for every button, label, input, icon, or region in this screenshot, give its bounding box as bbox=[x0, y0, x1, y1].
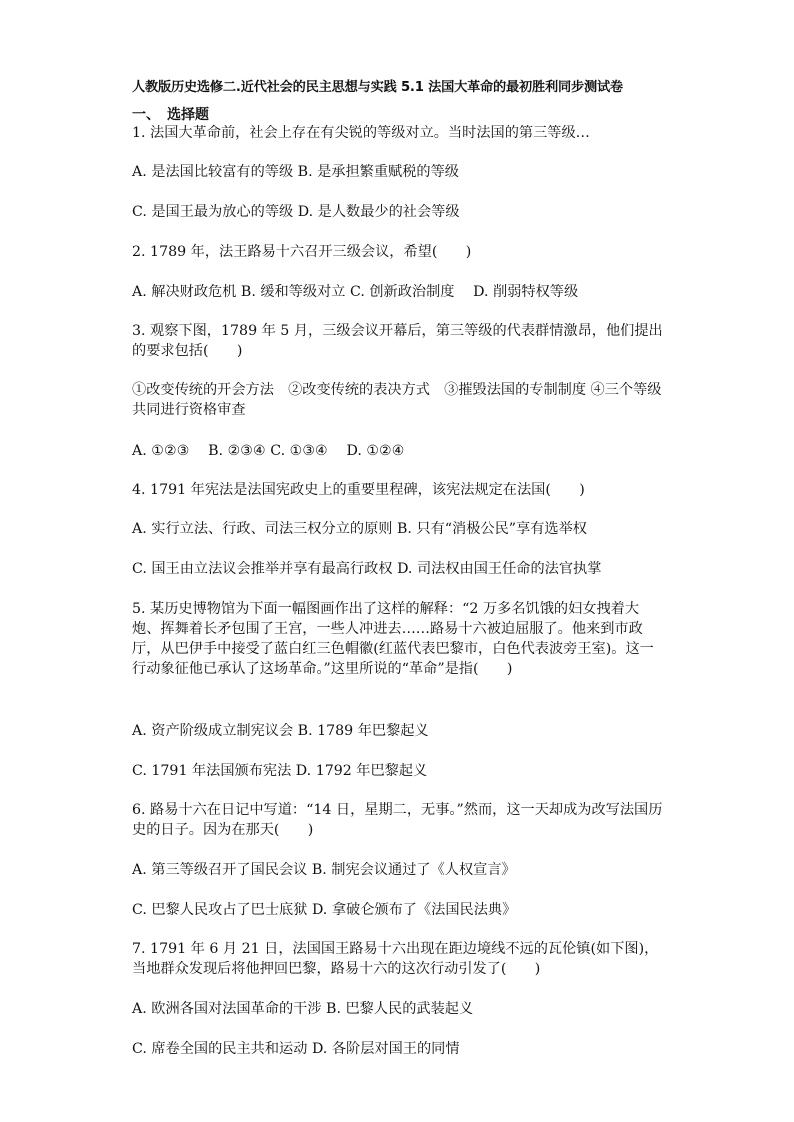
question-2-stem: 2. 1789 年，法王路易十六召开三级会议，希望( ) bbox=[132, 244, 472, 260]
question-5-stem: 5. 某历史博物馆为下面一幅图画作出了这样的解释：“2 万多名饥饿的妇女拽着大炮、挥舞着长矛包围了王宫，一些人冲进去……路易十六被迫屈服了。他来到市政厅，从巴伊手中接受了蓝白红三色帽徽(红蓝代表巴黎市，白色代表波旁王室)。这一行动象征他已承认了这场革命。”这里所说的“革命”是指( ) bbox=[132, 601, 654, 677]
question-4-options-cd: C. 国王由立法议会推举并享有最高行政权 D. 司法权由国王任命的法官执掌 bbox=[132, 561, 602, 577]
question-3-stem: 3. 观察下图，1789 年 5 月，三级会议开幕后，第三等级的代表群情激昂，他们提出的要求包括( ) bbox=[132, 323, 663, 359]
question-7-options-ab: A. 欧洲各国对法国革命的干涉 B. 巴黎人民的武装起义 bbox=[132, 1001, 474, 1017]
question-7-options-cd: C. 席卷全国的民主共和运动 D. 各阶层对国王的同情 bbox=[132, 1041, 460, 1057]
question-1-options-cd: C. 是国王最为放心的等级 D. 是人数最少的社会等级 bbox=[132, 204, 460, 220]
question-1-options-ab: A. 是法国比较富有的等级 B. 是承担繁重赋税的等级 bbox=[132, 164, 459, 180]
question-4-stem: 4. 1791 年宪法是法国宪政史上的重要里程碑，该宪法规定在法国( ) bbox=[132, 482, 585, 498]
question-7-stem: 7. 1791 年 6 月 21 日，法国国王路易十六出现在距边境线不远的瓦伦镇(如下图)，当地群众发现后将他押回巴黎，路易十六的这次行动引发了( ) bbox=[132, 941, 659, 977]
question-4-options-ab: A. 实行立法、行政、司法三权分立的原则 B. 只有“消极公民”享有选举权 bbox=[132, 521, 587, 537]
question-3-options: A. ①②③ B. ②③④ C. ①③④ D. ①②④ bbox=[132, 443, 405, 459]
question-1-stem: 1. 法国大革命前，社会上存在有尖锐的等级对立。当时法国的第三等级… bbox=[132, 125, 590, 141]
question-3-items: ①改变传统的开会方法 ②改变传统的表决方式 ③摧毁法国的专制制度 ④三个等级共同进行资格审查 bbox=[132, 382, 662, 418]
question-6-stem: 6. 路易十六在日记中写道：“14 日，星期二，无事。”然而，这一天却成为改写法国历史的日子。因为在那天( ) bbox=[132, 802, 663, 838]
document-title: 人教版历史选修二.近代社会的民主思想与实践 5.1 法国大革命的最初胜利同步测试卷 bbox=[132, 80, 623, 95]
section-heading: 一、 选择题 bbox=[132, 107, 209, 123]
question-6-options-cd: C. 巴黎人民攻占了巴士底狱 D. 拿破仑颁布了《法国民法典》 bbox=[132, 902, 517, 918]
question-5-options-cd: C. 1791 年法国颁布宪法 D. 1792 年巴黎起义 bbox=[132, 763, 428, 779]
question-6-options-ab: A. 第三等级召开了国民会议 B. 制宪会议通过了《人权宣言》 bbox=[132, 862, 516, 878]
question-5-options-ab: A. 资产阶级成立制宪议会 B. 1789 年巴黎起义 bbox=[132, 723, 429, 739]
question-2-options: A. 解决财政危机 B. 缓和等级对立 C. 创新政治制度 D. 削弱特权等级 bbox=[132, 284, 579, 300]
